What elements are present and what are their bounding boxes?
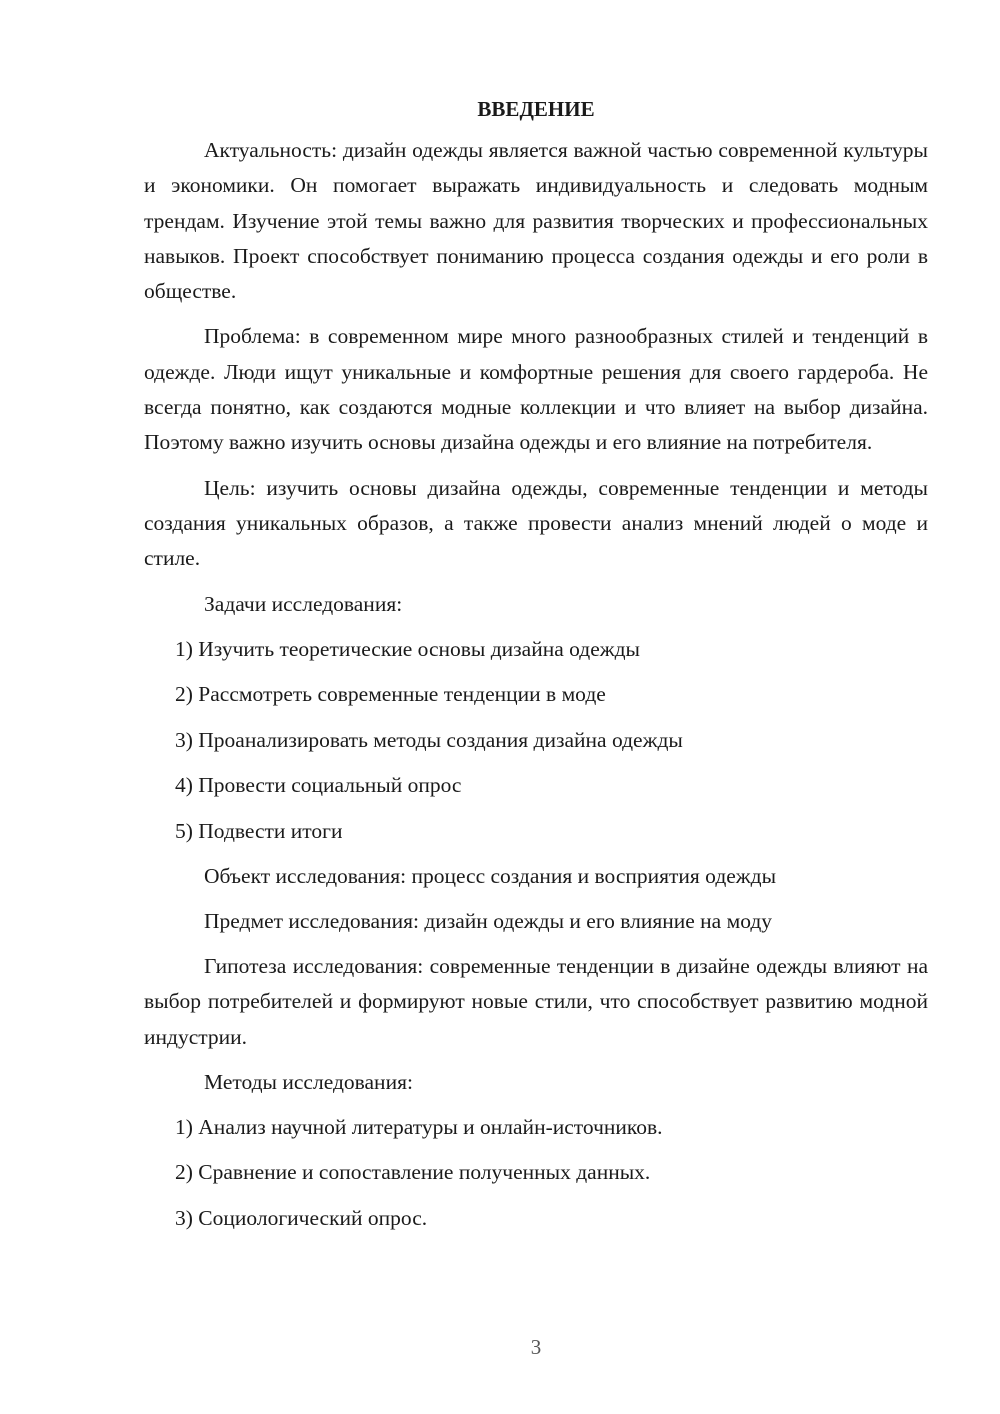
list-item: 5) Подвести итоги bbox=[175, 818, 343, 843]
page-title: ВВЕДЕНИЕ bbox=[477, 97, 595, 121]
research-object: Объект исследования: процесс создания и восприятия одежды bbox=[204, 864, 777, 889]
goal-paragraph: Цель: изучить основы дизайна одежды, современные тенденции и методы создания уникальных образов, а также провести анализ мнений людей о моде и стиле. bbox=[144, 475, 928, 571]
list-item: 1) Анализ научной литературы и онлайн-источников. bbox=[175, 1114, 663, 1139]
tasks-list bbox=[144, 632, 928, 849]
list-item: 3) Проанализировать методы создания дизайна одежды bbox=[175, 727, 683, 752]
list-item: 3) Социологический опрос. bbox=[175, 1205, 428, 1230]
methods-list bbox=[144, 1110, 928, 1236]
list-item: 1) Изучить теоретические основы дизайна одежды bbox=[175, 636, 641, 661]
relevance-paragraph: Актуальность: дизайн одежды является важной частью современной культуры и экономики. Он помогает выражать индивидуальность и следовать модным трендам. Изучение этой темы важно для развития творческих и профессиональных навыков. Проект способствует пониманию процесса создания одежды и его роли в обществе. bbox=[144, 138, 928, 304]
tasks-heading: Задачи исследования: bbox=[204, 591, 403, 616]
document-page bbox=[144, 92, 928, 1246]
list-item: 4) Провести социальный опрос bbox=[175, 773, 462, 798]
page-number: 3 bbox=[530, 1335, 542, 1359]
methods-heading: Методы исследования: bbox=[204, 1069, 413, 1094]
hypothesis-paragraph: Гипотеза исследования: современные тенденции в дизайне одежды влияют на выбор потребителей и формируют новые стили, что способствует развитию модной индустрии. bbox=[144, 954, 928, 1049]
problem-paragraph: Проблема: в современном мире много разнообразных стилей и тенденций в одежде. Люди ищут уникальные и комфортные решения для своего гардероба. Не всегда понятно, как создаются модные коллекции и что влияет на выбор дизайна. Поэтому важно изучить основы дизайна одежды и его влияние на потребителя. bbox=[144, 324, 928, 455]
list-item: 2) Рассмотреть современные тенденции в моде bbox=[175, 682, 606, 707]
list-item: 2) Сравнение и сопоставление полученных данных. bbox=[175, 1160, 651, 1185]
research-subject: Предмет исследования: дизайн одежды и его влияние на моду bbox=[204, 909, 773, 934]
